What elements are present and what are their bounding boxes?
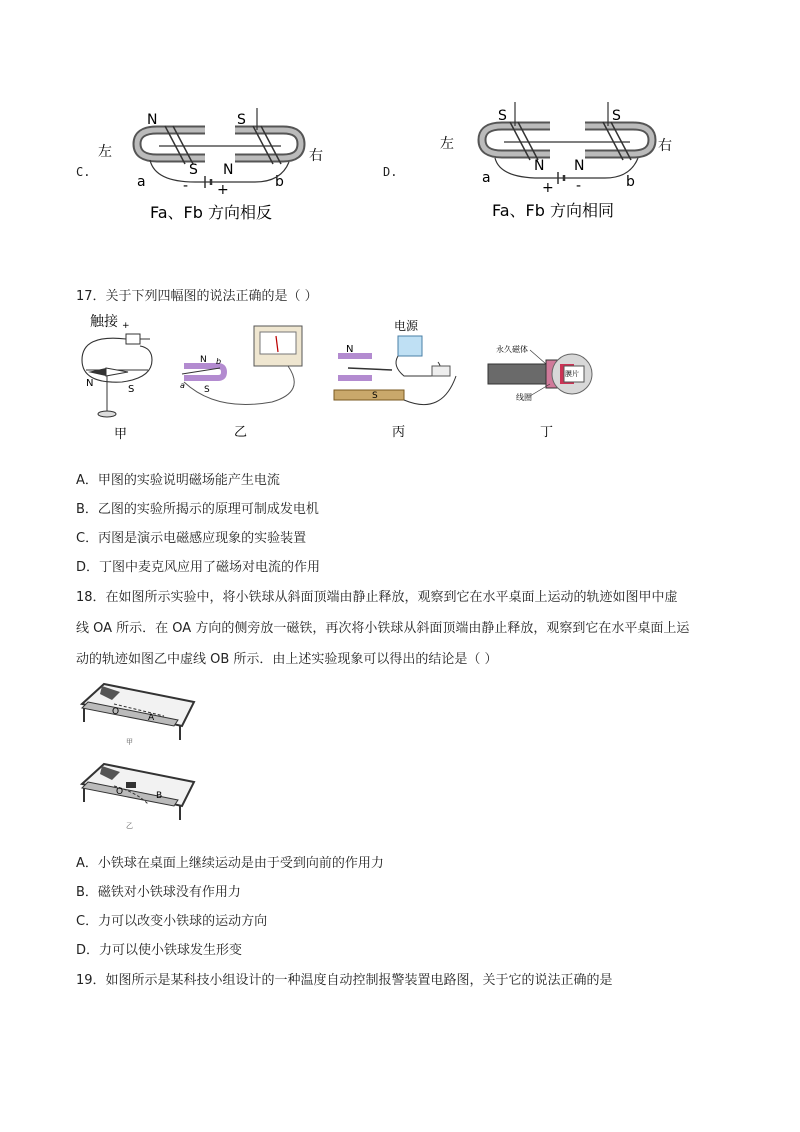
svg-text:B: B [156,791,163,801]
svg-text:b: b [626,174,635,190]
right-electromagnet-icon [235,126,301,164]
caption-16d: Fa、Fb 方向相同 [492,201,614,220]
q18-stem-line2: 线 OA 所示．在 OA 方向的侧旁放一磁铁，再次将小铁球从斜面顶端由静止释放，观察到它在水平桌面上运 [76,621,690,636]
svg-text:+: + [217,182,229,198]
switch-icon [432,366,450,376]
option-c-label: C. [76,165,91,179]
option-d-label: D. [383,165,398,179]
q18-option-b: B．磁铁对小铁球没有作用力 [76,885,241,900]
svg-text:N: N [534,158,545,174]
microphone-handle-icon [488,364,552,384]
figure-16d [440,100,690,224]
left-electromagnet-icon [137,126,205,164]
svg-text:N: N [223,162,234,178]
svg-text:N: N [346,344,354,355]
svg-text:b: b [275,174,284,190]
q17-stem: 17．关于下列四幅图的说法正确的是（ ） [76,289,318,304]
q18-stem-line3: 动的轨迹如图乙中虚线 OB 所示．由上述实验现象可以得出的结论是（ ） [76,652,498,667]
figure-16c [95,108,335,226]
caption-18-jia: 甲 [126,738,133,746]
label-left: 左 [440,136,454,152]
svg-text:A: A [148,713,155,723]
battery-icon [126,334,140,344]
q18-option-c: C．力可以改变小铁球的运动方向 [76,914,268,929]
compass-needle-icon [88,368,106,376]
caption-ding: 丁 [540,425,554,440]
q17-option-a: A．甲图的实验说明磁场能产生电流 [76,473,280,488]
q18-option-a: A．小铁球在桌面上继续运动是由于受到向前的作用力 [76,856,384,871]
q18-option-d: D．力可以使小铁球发生形变 [76,943,243,958]
label-left: 左 [98,144,112,160]
svg-text:S: S [372,391,378,401]
figure-17-ding [486,340,606,440]
svg-text:S: S [498,108,507,124]
q19-stem: 19．如图所示是某科技小组设计的一种温度自动控制报警装置电路图，关于它的说法正确的是 [76,973,613,988]
power-supply-icon [398,336,422,356]
svg-text:N: N [86,378,94,389]
caption-bing: 丙 [392,425,406,440]
svg-text:-: - [183,178,189,194]
svg-text:O: O [112,707,120,717]
svg-text:+: + [122,321,130,331]
figure-17-bing [332,316,472,440]
svg-text:S: S [189,162,198,178]
caption-jia: 甲 [114,427,128,442]
svg-text:a: a [180,381,185,390]
svg-text:S: S [237,112,246,128]
svg-text:+: + [542,180,554,196]
svg-text:膜片: 膜片 [565,370,579,378]
svg-text:a: a [482,170,491,186]
label-right: 右 [658,138,672,154]
svg-text:-: - [576,178,582,194]
svg-text:触接: 触接 [90,314,118,330]
svg-text:b: b [216,357,222,366]
q17-option-c: C．丙图是演示电磁感应现象的实验装置 [76,531,307,546]
svg-text:S: S [128,384,135,395]
figure-18-jia [76,676,206,746]
figure-18-yi [76,756,206,830]
caption-18-yi: 乙 [126,822,133,830]
q17-option-d: D．丁图中麦克风应用了磁场对电流的作用 [76,560,321,575]
svg-text:线圈: 线圈 [516,393,532,402]
svg-text:永久磁体: 永久磁体 [496,345,528,354]
svg-text:a: a [137,174,146,190]
svg-text:S: S [612,108,621,124]
left-electromagnet-icon [482,122,550,160]
svg-text:N: N [574,158,585,174]
magnet-icon [126,782,136,788]
q18-stem-line1: 18．在如图所示实验中，将小铁球从斜面顶端由静止释放，观察到它在水平桌面上运动的轨迹如图甲中虚 [76,590,678,605]
svg-text:N: N [200,355,207,365]
caption-yi: 乙 [234,425,248,440]
figure-17-yi [176,322,306,440]
svg-text:S: S [204,385,210,395]
horseshoe-magnet-icon [184,366,224,378]
svg-text:O: O [116,787,124,797]
q17-option-b: B．乙图的实验所揭示的原理可制成发电机 [76,502,319,517]
horseshoe-magnet-icon [338,356,372,378]
figure-17-jia [72,312,172,442]
caption-16c: Fa、Fb 方向相反 [150,203,272,222]
svg-text:N: N [147,112,158,128]
label-right: 右 [309,148,323,164]
right-electromagnet-icon [585,122,652,160]
svg-text:电源: 电源 [394,319,419,333]
